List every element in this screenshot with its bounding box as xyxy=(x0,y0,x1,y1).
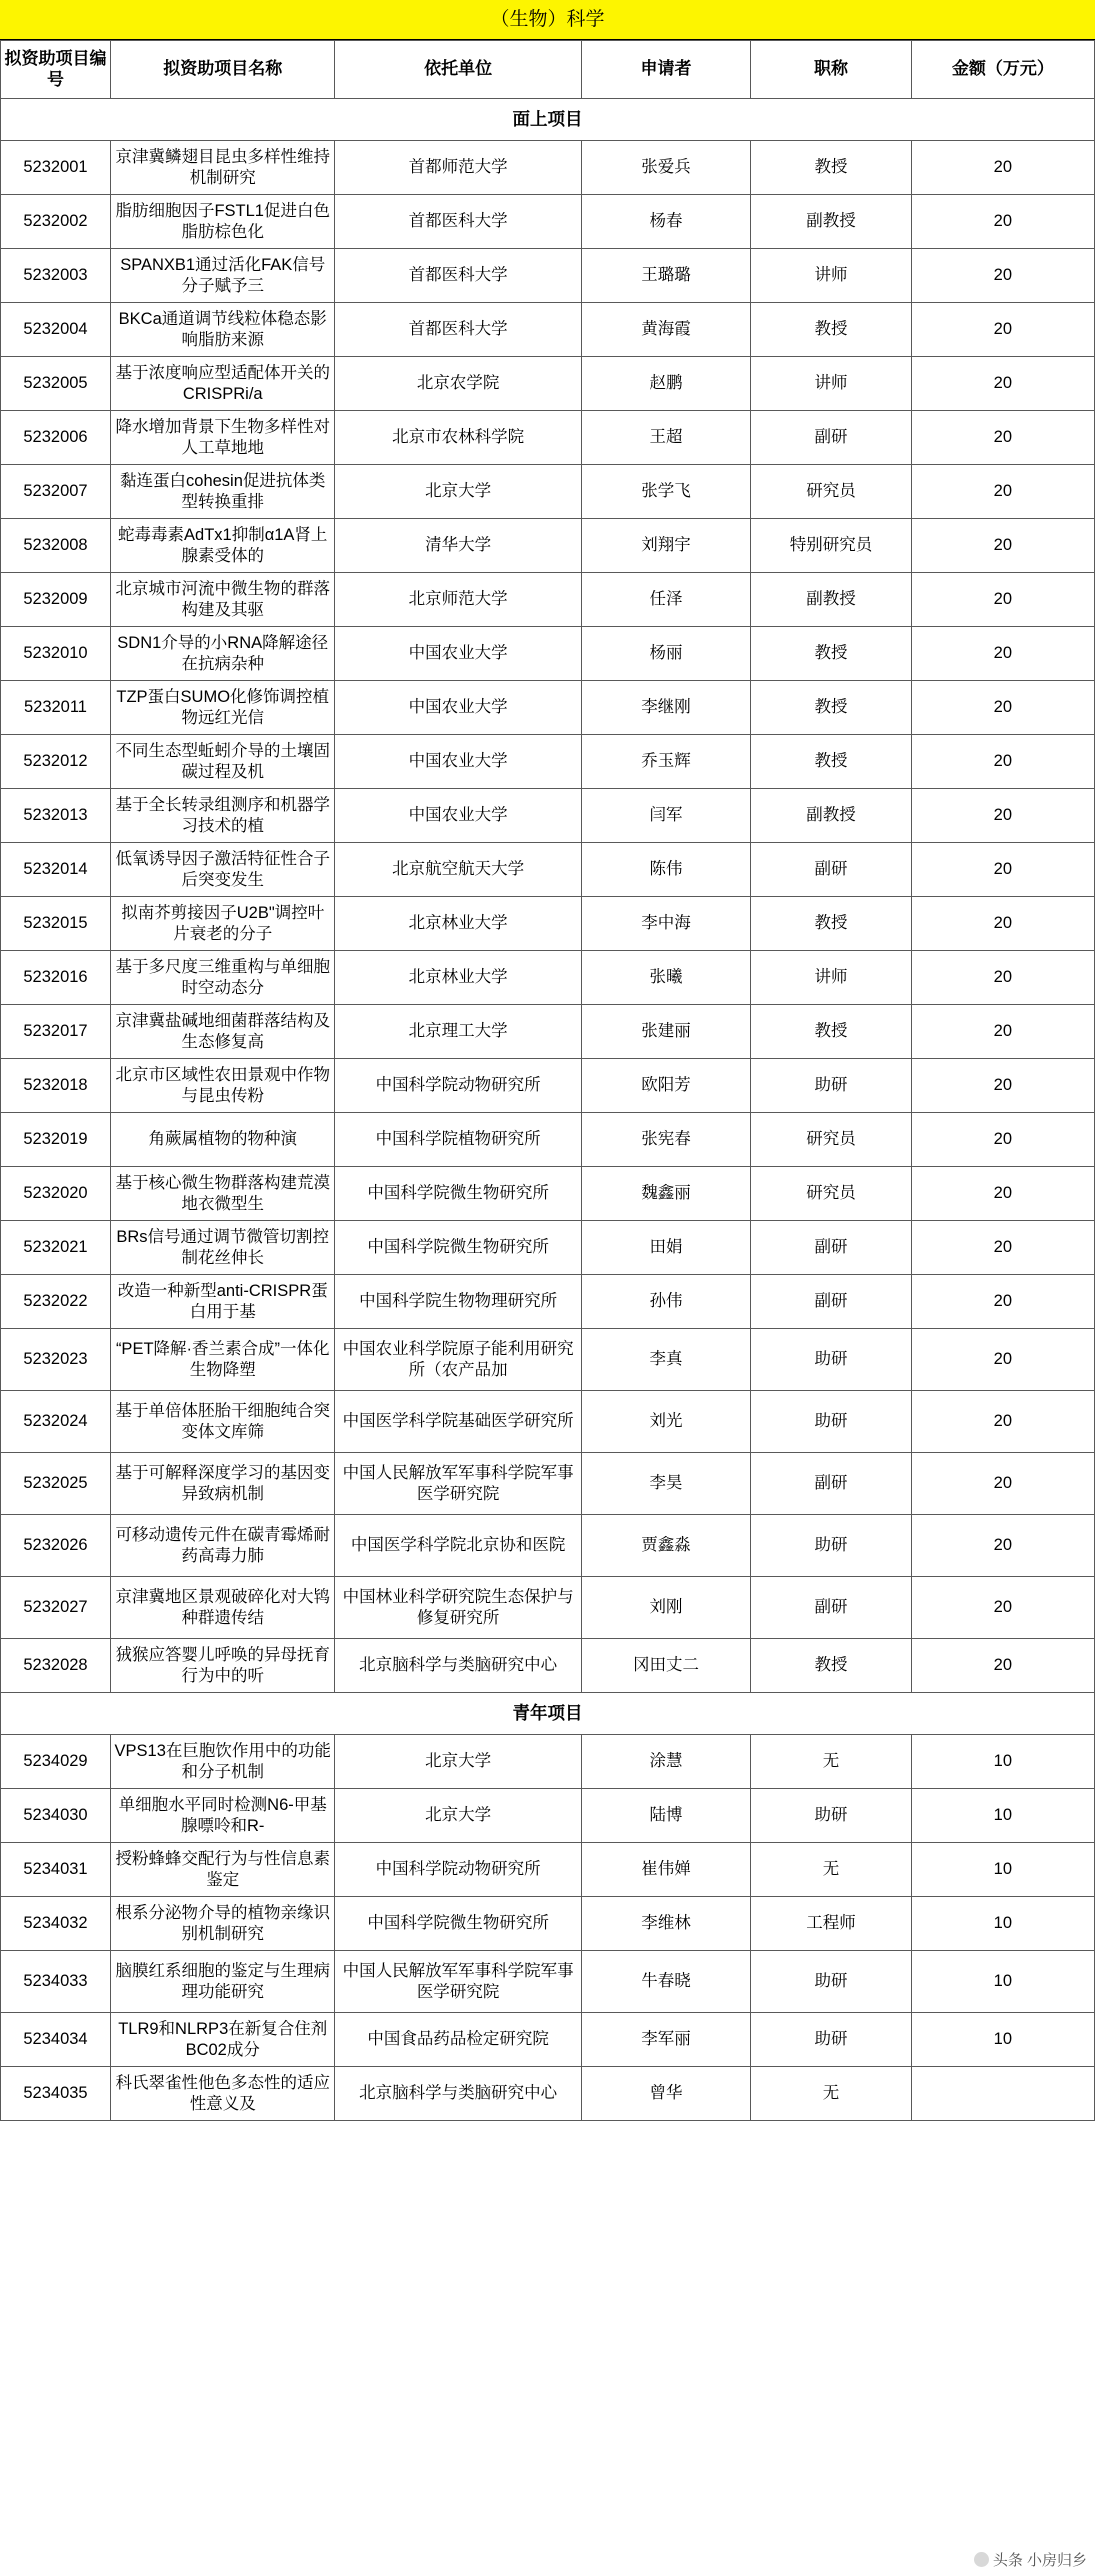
table-row xyxy=(1,951,1095,1005)
table-row xyxy=(1,735,1095,789)
cell-applicant: 陆博 xyxy=(581,1789,751,1843)
table-row xyxy=(1,1391,1095,1453)
cell-amount: 20 xyxy=(911,735,1094,789)
cell-unit: 首都医科大学 xyxy=(335,303,581,357)
cell-project-id: 5232008 xyxy=(1,519,111,573)
cell-applicant: 刘刚 xyxy=(581,1577,751,1639)
cell-title: 研究员 xyxy=(751,465,911,519)
cell-title: 教授 xyxy=(751,681,911,735)
cell-project-id: 5232016 xyxy=(1,951,111,1005)
cell-project-id: 5232004 xyxy=(1,303,111,357)
cell-amount: 20 xyxy=(911,1329,1094,1391)
cell-project-name: 根系分泌物介导的植物亲缘识别机制研究 xyxy=(110,1897,335,1951)
watermark-text: 头条 小房归乡 xyxy=(992,2552,1087,2569)
cell-amount: 20 xyxy=(911,411,1094,465)
cell-applicant: 崔伟婵 xyxy=(581,1843,751,1897)
cell-amount: 20 xyxy=(911,465,1094,519)
table-row xyxy=(1,519,1095,573)
cell-unit: 中国科学院生物物理研究所 xyxy=(335,1275,581,1329)
cell-applicant: 欧阳芳 xyxy=(581,1059,751,1113)
cell-project-name: VPS13在巨胞饮作用中的功能和分子机制 xyxy=(110,1735,335,1789)
cell-title: 讲师 xyxy=(751,951,911,1005)
table-row xyxy=(1,303,1095,357)
cell-title: 副研 xyxy=(751,1453,911,1515)
column-header-amount: 金额（万元） xyxy=(911,41,1094,99)
cell-project-name: 可移动遗传元件在碳青霉烯耐药高毒力肺 xyxy=(110,1515,335,1577)
cell-project-name: 角蕨属植物的物种演 xyxy=(110,1113,335,1167)
cell-amount: 20 xyxy=(911,357,1094,411)
cell-amount: 10 xyxy=(911,1951,1094,2013)
cell-unit: 中国农业大学 xyxy=(335,627,581,681)
cell-project-id: 5232012 xyxy=(1,735,111,789)
table-row xyxy=(1,1843,1095,1897)
cell-unit: 首都医科大学 xyxy=(335,195,581,249)
cell-title: 副研 xyxy=(751,1221,911,1275)
cell-applicant: 刘光 xyxy=(581,1391,751,1453)
cell-project-name: TLR9和NLRP3在新复合住剂BC02成分 xyxy=(110,2013,335,2067)
watermark-logo-icon xyxy=(974,2552,989,2567)
cell-applicant: 乔玉辉 xyxy=(581,735,751,789)
cell-applicant: 曾华 xyxy=(581,2067,751,2121)
table-row xyxy=(1,1897,1095,1951)
cell-amount: 20 xyxy=(911,1639,1094,1693)
cell-project-name: BKCa通道调节线粒体稳态影响脂肪来源 xyxy=(110,303,335,357)
cell-project-name: 基于单倍体胚胎干细胞纯合突变体文库筛 xyxy=(110,1391,335,1453)
cell-title: 教授 xyxy=(751,627,911,681)
cell-project-id: 5234031 xyxy=(1,1843,111,1897)
column-header-unit: 依托单位 xyxy=(335,41,581,99)
cell-project-id: 5232018 xyxy=(1,1059,111,1113)
cell-amount: 20 xyxy=(911,789,1094,843)
cell-amount: 20 xyxy=(911,573,1094,627)
cell-project-id: 5232003 xyxy=(1,249,111,303)
cell-project-name: 授粉蜂蜂交配行为与性信息素鉴定 xyxy=(110,1843,335,1897)
cell-unit: 中国农业大学 xyxy=(335,789,581,843)
cell-project-name: 单细胞水平同时检测N6-甲基腺嘌呤和R- xyxy=(110,1789,335,1843)
cell-project-id: 5232001 xyxy=(1,141,111,195)
cell-applicant: 李军丽 xyxy=(581,2013,751,2067)
cell-applicant: 魏鑫丽 xyxy=(581,1167,751,1221)
cell-amount: 20 xyxy=(911,951,1094,1005)
cell-unit: 北京师范大学 xyxy=(335,573,581,627)
cell-project-name: 狨猴应答婴儿呼唤的异母抚育行为中的听 xyxy=(110,1639,335,1693)
cell-amount: 20 xyxy=(911,1275,1094,1329)
cell-unit: 北京理工大学 xyxy=(335,1005,581,1059)
cell-project-name: 不同生态型蚯蚓介导的土壤固碳过程及机 xyxy=(110,735,335,789)
cell-unit: 中国人民解放军军事科学院军事医学研究院 xyxy=(335,1951,581,2013)
cell-unit: 北京大学 xyxy=(335,1789,581,1843)
cell-unit: 中国食品药品检定研究院 xyxy=(335,2013,581,2067)
cell-title: 助研 xyxy=(751,1789,911,1843)
cell-title: 副教授 xyxy=(751,789,911,843)
cell-unit: 中国人民解放军军事科学院军事医学研究院 xyxy=(335,1453,581,1515)
cell-title: 副教授 xyxy=(751,195,911,249)
cell-applicant: 李中海 xyxy=(581,897,751,951)
cell-title: 副研 xyxy=(751,1577,911,1639)
cell-amount: 10 xyxy=(911,1735,1094,1789)
table-row xyxy=(1,627,1095,681)
cell-project-id: 5232026 xyxy=(1,1515,111,1577)
cell-project-name: 基于核心微生物群落构建荒漠地衣微型生 xyxy=(110,1167,335,1221)
cell-title: 助研 xyxy=(751,1391,911,1453)
cell-project-name: 基于多尺度三维重构与单细胞时空动态分 xyxy=(110,951,335,1005)
cell-title: 特别研究员 xyxy=(751,519,911,573)
cell-title: 研究员 xyxy=(751,1167,911,1221)
cell-title: 助研 xyxy=(751,1329,911,1391)
cell-project-id: 5232009 xyxy=(1,573,111,627)
cell-project-id: 5232014 xyxy=(1,843,111,897)
table-row xyxy=(1,141,1095,195)
column-header-id: 拟资助项目编号 xyxy=(1,41,111,99)
cell-project-name: SDN1介导的小RNA降解途径在抗病杂种 xyxy=(110,627,335,681)
table-row xyxy=(1,789,1095,843)
table-row xyxy=(1,681,1095,735)
cell-project-id: 5232010 xyxy=(1,627,111,681)
cell-project-id: 5232027 xyxy=(1,1577,111,1639)
cell-title: 教授 xyxy=(751,897,911,951)
cell-amount: 20 xyxy=(911,1515,1094,1577)
cell-amount: 20 xyxy=(911,1113,1094,1167)
cell-amount: 20 xyxy=(911,627,1094,681)
cell-project-id: 5232002 xyxy=(1,195,111,249)
cell-project-name: 京津冀鳞翅目昆虫多样性维持机制研究 xyxy=(110,141,335,195)
table-row xyxy=(1,1221,1095,1275)
cell-unit: 中国农业大学 xyxy=(335,735,581,789)
cell-amount: 20 xyxy=(911,519,1094,573)
column-header-title: 职称 xyxy=(751,41,911,99)
cell-project-id: 5232023 xyxy=(1,1329,111,1391)
cell-title: 无 xyxy=(751,1735,911,1789)
cell-project-name: 基于全长转录组测序和机器学习技术的植 xyxy=(110,789,335,843)
cell-project-name: 降水增加背景下生物多样性对人工草地地 xyxy=(110,411,335,465)
cell-project-name: SPANXB1通过活化FAK信号分子赋予三 xyxy=(110,249,335,303)
cell-amount: 20 xyxy=(911,843,1094,897)
cell-project-id: 5232024 xyxy=(1,1391,111,1453)
cell-applicant: 李真 xyxy=(581,1329,751,1391)
cell-project-name: 改造一种新型anti-CRISPR蛋白用于基 xyxy=(110,1275,335,1329)
cell-project-name: 脂肪细胞因子FSTL1促进白色脂肪棕色化 xyxy=(110,195,335,249)
cell-unit: 北京农学院 xyxy=(335,357,581,411)
cell-project-name: “PET降解·香兰素合成”一体化生物降塑 xyxy=(110,1329,335,1391)
cell-amount: 20 xyxy=(911,681,1094,735)
cell-amount: 20 xyxy=(911,195,1094,249)
cell-unit: 中国科学院微生物研究所 xyxy=(335,1897,581,1951)
cell-title: 工程师 xyxy=(751,1897,911,1951)
cell-title: 无 xyxy=(751,2067,911,2121)
cell-unit: 中国科学院动物研究所 xyxy=(335,1843,581,1897)
cell-title: 副教授 xyxy=(751,573,911,627)
cell-project-name: 科氏翠雀性他色多态性的适应性意义及 xyxy=(110,2067,335,2121)
section-label: 青年项目 xyxy=(1,1693,1095,1735)
cell-applicant: 张爱兵 xyxy=(581,141,751,195)
cell-title: 助研 xyxy=(751,1951,911,2013)
column-header-name: 拟资助项目名称 xyxy=(110,41,335,99)
section-row xyxy=(1,99,1095,141)
cell-project-name: 基于可解释深度学习的基因变异致病机制 xyxy=(110,1453,335,1515)
cell-applicant: 贾鑫淼 xyxy=(581,1515,751,1577)
cell-applicant: 李昊 xyxy=(581,1453,751,1515)
cell-project-id: 5232017 xyxy=(1,1005,111,1059)
cell-project-id: 5234035 xyxy=(1,2067,111,2121)
table-body xyxy=(1,99,1095,2121)
cell-project-id: 5232015 xyxy=(1,897,111,951)
cell-project-name: 北京城市河流中微生物的群落构建及其驱 xyxy=(110,573,335,627)
cell-title: 副研 xyxy=(751,843,911,897)
cell-unit: 北京航空航天大学 xyxy=(335,843,581,897)
cell-applicant: 杨春 xyxy=(581,195,751,249)
cell-title: 副研 xyxy=(751,411,911,465)
cell-title: 研究员 xyxy=(751,1113,911,1167)
section-row xyxy=(1,1693,1095,1735)
cell-project-name: 京津冀盐碱地细菌群落结构及生态修复高 xyxy=(110,1005,335,1059)
cell-unit: 中国科学院植物研究所 xyxy=(335,1113,581,1167)
cell-project-name: 京津冀地区景观破碎化对大鸨种群遗传结 xyxy=(110,1577,335,1639)
cell-unit: 中国医学科学院基础医学研究所 xyxy=(335,1391,581,1453)
cell-title: 讲师 xyxy=(751,249,911,303)
cell-title: 教授 xyxy=(751,141,911,195)
cell-amount: 20 xyxy=(911,1577,1094,1639)
column-header-applicant: 申请者 xyxy=(581,41,751,99)
cell-project-id: 5232011 xyxy=(1,681,111,735)
cell-title: 无 xyxy=(751,1843,911,1897)
cell-unit: 北京脑科学与类脑研究中心 xyxy=(335,1639,581,1693)
cell-title: 助研 xyxy=(751,1515,911,1577)
cell-project-name: 黏连蛋白cohesin促进抗体类型转换重排 xyxy=(110,465,335,519)
table-header xyxy=(1,41,1095,99)
cell-unit: 首都医科大学 xyxy=(335,249,581,303)
cell-project-id: 5234029 xyxy=(1,1735,111,1789)
table-row xyxy=(1,1577,1095,1639)
cell-unit: 北京市农林科学院 xyxy=(335,411,581,465)
cell-unit: 中国医学科学院北京协和医院 xyxy=(335,1515,581,1577)
cell-project-id: 5232022 xyxy=(1,1275,111,1329)
table-row xyxy=(1,1167,1095,1221)
table-row xyxy=(1,1453,1095,1515)
cell-project-id: 5234033 xyxy=(1,1951,111,2013)
cell-unit: 中国科学院微生物研究所 xyxy=(335,1167,581,1221)
table-row xyxy=(1,249,1095,303)
table-row xyxy=(1,1113,1095,1167)
cell-amount: 20 xyxy=(911,1167,1094,1221)
table-row xyxy=(1,1951,1095,2013)
cell-project-id: 5232020 xyxy=(1,1167,111,1221)
cell-amount: 10 xyxy=(911,1843,1094,1897)
cell-unit: 中国林业科学研究院生态保护与修复研究所 xyxy=(335,1577,581,1639)
cell-applicant: 陈伟 xyxy=(581,843,751,897)
table-row xyxy=(1,1735,1095,1789)
table-row xyxy=(1,843,1095,897)
cell-applicant: 王超 xyxy=(581,411,751,465)
cell-project-id: 5232019 xyxy=(1,1113,111,1167)
table-row xyxy=(1,1275,1095,1329)
table-row xyxy=(1,195,1095,249)
cell-project-id: 5232005 xyxy=(1,357,111,411)
cell-project-name: TZP蛋白SUMO化修饰调控植物远红光信 xyxy=(110,681,335,735)
cell-amount: 20 xyxy=(911,1453,1094,1515)
cell-project-id: 5232007 xyxy=(1,465,111,519)
table-row xyxy=(1,1329,1095,1391)
cell-applicant: 杨丽 xyxy=(581,627,751,681)
cell-project-id: 5232021 xyxy=(1,1221,111,1275)
cell-amount: 10 xyxy=(911,2013,1094,2067)
cell-amount: 20 xyxy=(911,303,1094,357)
funding-table xyxy=(0,40,1095,2121)
cell-project-name: 蛇毒毒素AdTx1抑制α1A肾上腺素受体的 xyxy=(110,519,335,573)
cell-amount xyxy=(911,2067,1094,2121)
table-row xyxy=(1,357,1095,411)
cell-amount: 10 xyxy=(911,1897,1094,1951)
cell-title: 教授 xyxy=(751,1639,911,1693)
table-row xyxy=(1,1059,1095,1113)
page-title: （生物）科学 xyxy=(0,0,1095,40)
table-row xyxy=(1,897,1095,951)
cell-title: 教授 xyxy=(751,303,911,357)
cell-applicant: 张宪春 xyxy=(581,1113,751,1167)
table-row xyxy=(1,2013,1095,2067)
table-row xyxy=(1,465,1095,519)
cell-project-id: 5232013 xyxy=(1,789,111,843)
header-row xyxy=(1,41,1095,99)
cell-applicant: 张建丽 xyxy=(581,1005,751,1059)
cell-unit: 中国科学院微生物研究所 xyxy=(335,1221,581,1275)
cell-applicant: 刘翔宇 xyxy=(581,519,751,573)
section-label: 面上项目 xyxy=(1,99,1095,141)
table-row xyxy=(1,2067,1095,2121)
cell-applicant: 李继刚 xyxy=(581,681,751,735)
cell-unit: 北京大学 xyxy=(335,1735,581,1789)
cell-unit: 北京大学 xyxy=(335,465,581,519)
cell-applicant: 牛春晓 xyxy=(581,1951,751,2013)
table-row xyxy=(1,1515,1095,1577)
cell-title: 讲师 xyxy=(751,357,911,411)
cell-applicant: 张曦 xyxy=(581,951,751,1005)
cell-unit: 中国科学院动物研究所 xyxy=(335,1059,581,1113)
cell-unit: 北京林业大学 xyxy=(335,951,581,1005)
cell-title: 教授 xyxy=(751,735,911,789)
table-row xyxy=(1,1639,1095,1693)
cell-unit: 清华大学 xyxy=(335,519,581,573)
cell-applicant: 冈田丈二 xyxy=(581,1639,751,1693)
cell-applicant: 闫军 xyxy=(581,789,751,843)
cell-applicant: 李维林 xyxy=(581,1897,751,1951)
cell-applicant: 涂慧 xyxy=(581,1735,751,1789)
cell-title: 助研 xyxy=(751,2013,911,2067)
cell-amount: 20 xyxy=(911,1005,1094,1059)
cell-project-id: 5232025 xyxy=(1,1453,111,1515)
table-row xyxy=(1,573,1095,627)
cell-applicant: 任泽 xyxy=(581,573,751,627)
cell-amount: 20 xyxy=(911,249,1094,303)
cell-applicant: 赵鹏 xyxy=(581,357,751,411)
cell-title: 副研 xyxy=(751,1275,911,1329)
cell-project-id: 5234030 xyxy=(1,1789,111,1843)
cell-unit: 首都师范大学 xyxy=(335,141,581,195)
cell-amount: 20 xyxy=(911,141,1094,195)
cell-project-id: 5232028 xyxy=(1,1639,111,1693)
cell-amount: 20 xyxy=(911,1059,1094,1113)
cell-project-name: 拟南芥剪接因子U2B"调控叶片衰老的分子 xyxy=(110,897,335,951)
cell-applicant: 王璐璐 xyxy=(581,249,751,303)
table-row xyxy=(1,411,1095,465)
cell-project-name: 北京市区域性农田景观中作物与昆虫传粉 xyxy=(110,1059,335,1113)
cell-unit: 北京林业大学 xyxy=(335,897,581,951)
cell-unit: 中国农业大学 xyxy=(335,681,581,735)
table-row xyxy=(1,1005,1095,1059)
cell-project-id: 5234032 xyxy=(1,1897,111,1951)
cell-project-id: 5232006 xyxy=(1,411,111,465)
cell-applicant: 田娟 xyxy=(581,1221,751,1275)
cell-project-name: 基于浓度响应型适配体开关的CRISPRi/a xyxy=(110,357,335,411)
cell-applicant: 黄海霞 xyxy=(581,303,751,357)
cell-project-name: 低氧诱导因子激活特征性合子后突变发生 xyxy=(110,843,335,897)
cell-amount: 10 xyxy=(911,1789,1094,1843)
cell-title: 助研 xyxy=(751,1059,911,1113)
cell-project-name: 脑膜红系细胞的鉴定与生理病理功能研究 xyxy=(110,1951,335,2013)
cell-amount: 20 xyxy=(911,1391,1094,1453)
cell-unit: 中国农业科学院原子能利用研究所（农产品加 xyxy=(335,1329,581,1391)
table-row xyxy=(1,1789,1095,1843)
cell-amount: 20 xyxy=(911,897,1094,951)
cell-project-id: 5234034 xyxy=(1,2013,111,2067)
cell-amount: 20 xyxy=(911,1221,1094,1275)
cell-project-name: BRs信号通过调节微管切割控制花丝伸长 xyxy=(110,1221,335,1275)
watermark xyxy=(974,2549,1087,2570)
cell-unit: 北京脑科学与类脑研究中心 xyxy=(335,2067,581,2121)
cell-applicant: 孙伟 xyxy=(581,1275,751,1329)
cell-applicant: 张学飞 xyxy=(581,465,751,519)
cell-title: 教授 xyxy=(751,1005,911,1059)
